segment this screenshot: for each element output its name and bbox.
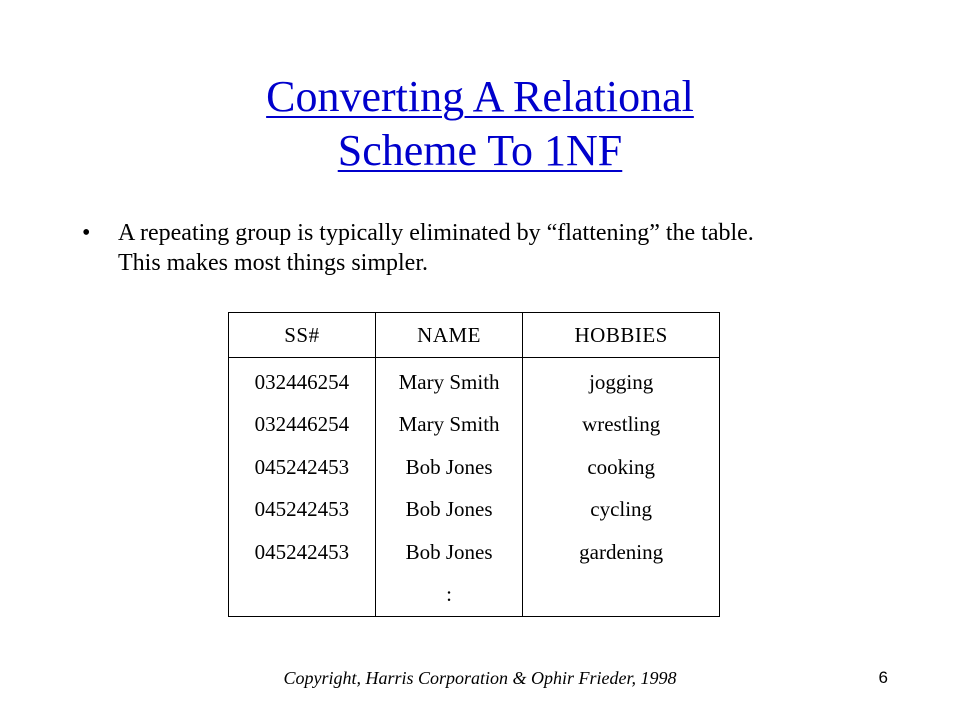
- cell-ss: 032446254: [229, 404, 376, 447]
- cell-hobbies: cycling: [523, 489, 720, 532]
- cell-name: Bob Jones: [375, 489, 522, 532]
- table-row: [229, 489, 720, 532]
- cell-ss: [229, 574, 376, 617]
- slide-title-line-1[interactable]: Converting A Relational: [266, 72, 694, 121]
- table-row: [229, 358, 720, 404]
- table-row: [229, 531, 720, 574]
- table-row-continuation: [229, 574, 720, 617]
- cell-hobbies: jogging: [523, 358, 720, 404]
- cell-name-ellipsis: :: [375, 574, 522, 617]
- cell-ss: 045242453: [229, 531, 376, 574]
- cell-hobbies: gardening: [523, 531, 720, 574]
- cell-ss: 032446254: [229, 358, 376, 404]
- bullet-icon: •: [82, 220, 91, 246]
- cell-hobbies: [523, 574, 720, 617]
- slide-title: [0, 70, 960, 178]
- cell-ss: 045242453: [229, 489, 376, 532]
- cell-name: Bob Jones: [375, 531, 522, 574]
- table-header-row: [229, 313, 720, 358]
- slide-title-line-2[interactable]: Scheme To 1NF: [337, 126, 623, 175]
- bullet-text-line-2: This makes most things simpler.: [118, 250, 428, 276]
- hobbies-table: [228, 312, 720, 617]
- column-header-hobbies: HOBBIES: [523, 313, 720, 358]
- table-row: [229, 404, 720, 447]
- column-header-name: NAME: [375, 313, 522, 358]
- cell-hobbies: cooking: [523, 446, 720, 489]
- column-header-ss: SS#: [229, 313, 376, 358]
- cell-name: Bob Jones: [375, 446, 522, 489]
- cell-hobbies: wrestling: [523, 404, 720, 447]
- bullet-text-line-1: A repeating group is typically eliminated by “flattening” the table.: [118, 220, 754, 246]
- table-row: [229, 446, 720, 489]
- cell-ss: 045242453: [229, 446, 376, 489]
- cell-name: Mary Smith: [375, 358, 522, 404]
- cell-name: Mary Smith: [375, 404, 522, 447]
- bullet-point: [82, 218, 842, 278]
- copyright-footer: Copyright, Harris Corporation & Ophir Frieder, 1998: [283, 668, 677, 688]
- page-number: 6: [878, 668, 888, 687]
- bullet-text: [118, 218, 842, 278]
